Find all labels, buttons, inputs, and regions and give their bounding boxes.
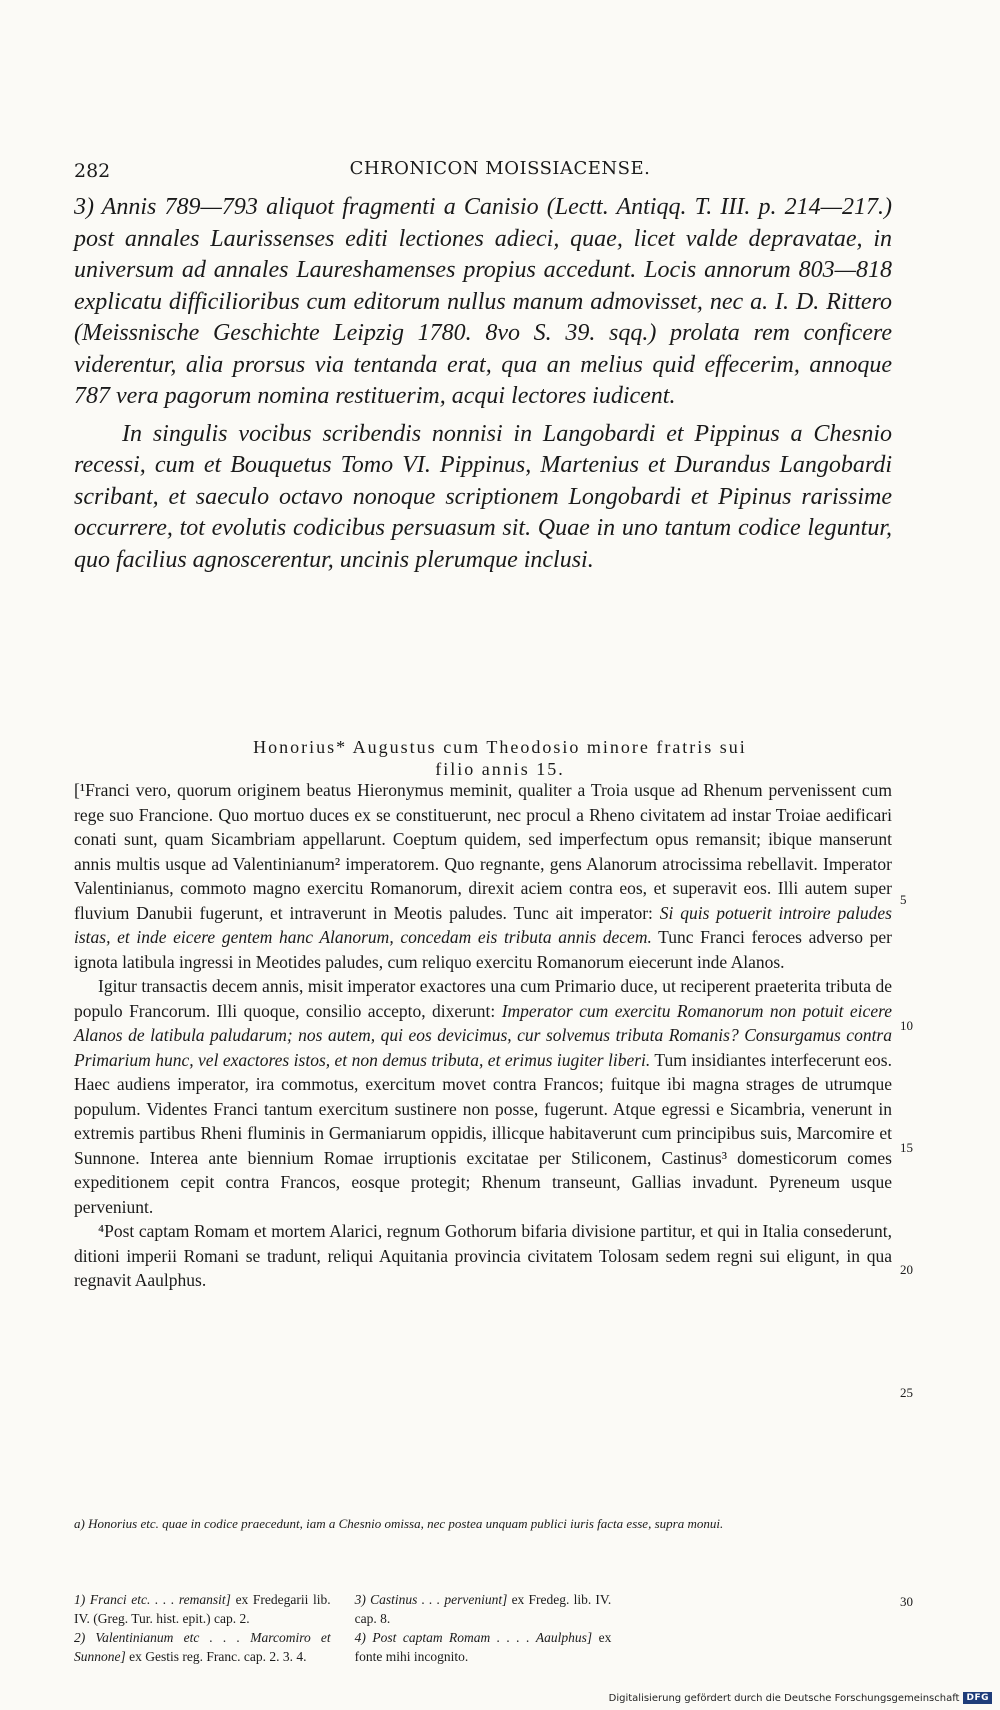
- note-label: 1) Franci etc. . . . remansit]: [74, 1592, 231, 1607]
- source-note: [355, 1590, 612, 1628]
- note-label: 4) Post captam Romam . . . . Aaulphus]: [354, 1630, 593, 1645]
- page-number: 282: [74, 160, 111, 182]
- chronicle-paragraph: [74, 974, 892, 1219]
- preface-paragraph: 3) Annis 789—793 aliquot fragmenti a Canisio (Lectt. Antiqq. T. III. p. 214—217.) post annales Laurissenses editi lectiones adieci, quae, licet valde depravatae, in universum ad annales Laureshamenses propius accedunt. Locis annorum 803—818 explicatu difficilioribus cum editorum nullus manum admovisset, nec a. I. D. Rittero (Meissnische Geschichte Leipzig 1780. 8vo S. 39. sqq.) prolata rem conficere viderentur, alia prorsus via tentanda erat, qua an melius quid effecerim, annoque 787 vera pagorum nomina restituerim, acqui lectores iudicent.: [74, 194, 892, 409]
- note-label: 3) Castinus . . . perveniunt]: [354, 1592, 508, 1607]
- source-note: [355, 1628, 612, 1666]
- dfg-logo-icon: DFG: [963, 1692, 992, 1704]
- source-note: [74, 1590, 331, 1628]
- chronicle-text: [74, 778, 892, 1293]
- line-number: 5: [900, 892, 907, 907]
- line-number: 30: [900, 1594, 913, 1609]
- line-number: 20: [900, 1262, 913, 1277]
- quoted-speech: Si quis potuerit introire paludes istas, et inde eicere gentem hanc Alanorum, concedam eis tributa annis decem.: [74, 902, 892, 947]
- chronicle-paragraph: [74, 778, 892, 974]
- note-label: 2) Valentinianum etc . . . Marcomiro et Sunnone]: [74, 1630, 331, 1664]
- line-number: 10: [900, 1018, 913, 1033]
- running-title: CHRONICON MOISSIACENSE.: [349, 158, 651, 179]
- line-number: 15: [900, 1140, 913, 1155]
- quoted-speech: Imperator cum exercitu Romanorum non potuit eicere Alanos de latibula paludarum; nos autem, qui eos devicimus, cur solvemus tributa Romanis? Consurgamus contra Primarium hunc, vel exactores istos, et non demus tributa, et erimus iugiter liberi.: [74, 1000, 893, 1070]
- source-note: [74, 1628, 331, 1666]
- text-span: Igitur transactis decem annis, misit imperator exactores una cum Primario duce, ut reciperent praeterita tributa de populo Francorum. Illi quoque, consilio accepto, dixerunt:: [74, 976, 892, 1021]
- source-notes: [74, 1590, 892, 1666]
- chronicle-paragraph: ⁴Post captam Romam et mortem Alarici, regnum Gothorum bifaria divisione partitur, et qui in Italia consederunt, ditioni imperii Romani se tradunt, reliqui Aquitania provincia civitatem Tolosam sedem regni sui eligunt, in qua regnavit Aaulphus.: [74, 1221, 892, 1290]
- footnote-a: a) Honorius etc. quae in codice praecedunt, iam a Chesnio omissa, nec postea unquam publici iuris facta esse, supra monui.: [74, 1516, 724, 1531]
- note-text: ex Fredegarii lib. IV. (Greg. Tur. hist. epit.) cap. 2.: [74, 1592, 331, 1626]
- text-span: Tunc Franci feroces adverso per ignota latibula ingressi in Meotides paludes, cum reliquo exercitu Romanorum eiecerunt inde Alanos.: [74, 927, 892, 972]
- digitization-credit: [609, 1692, 992, 1704]
- text-span: Tum insidiantes interfecerunt eos. Haec audiens imperator, ira commotus, exercitum movet contra Francos; fuitque ibi magna strages de utrumque populum. Videntes Franci tantum exercitum sustinere non posse, fugerunt. Atque egressi e Sicambria, venerunt in extremis partibus Rheni fluminis in Germaniarum oppidis, illicque habitaverunt cum principibus suis, Marcomire et Sunnone. Interea ante biennium Romae irruptionis excitatae per Stiliconem, Castinus³ domesticorum comes expeditionem cepit contra Francos, eosque protegit; Rhenum transeunt, Gallias invadunt. Pyreneum usque perveniunt.: [74, 1049, 892, 1217]
- text-span: [¹Franci vero, quorum originem beatus Hieronymus meminit, qualiter a Troia usque ad Rhenum pervenissent cum rege suo Francione. Quo mortuo duces ex se constituerunt, nec procul a Rheno civitatem ad instar Troiae aedificari conati sunt, quam Sicambriam appellarunt. Coeptum quidem, sed imperfectum opus remansit; ibique manserunt annis multis usque ad Valentinianum² imperatorem. Quo regnante, gens Alanorum atrocissima rebellavit. Imperator Valentinianus, commoto magno exercitu Romanorum, direxit aciem contra eos, et superavit eos. Illi autem super fluvium Danubii fugerunt, et intraverunt in Meotis paludes. Tunc ait imperator:: [74, 780, 892, 923]
- note-text: ex Gestis reg. Franc. cap. 2. 3. 4.: [129, 1649, 307, 1664]
- section-heading-line: filio annis 15.: [435, 759, 565, 779]
- preface-paragraph: In singulis vocibus scribendis nonnisi in Langobardi et Pippinus a Chesnio recessi, cum et Bouquetus Tomo VI. Pippinus, Martenius et Durandus Langobardi scribant, et saeculo octavo nonoque scriptionem Longobardi et Pipinus rarissime occurrere, tot evolutis codicibus persuasum sit. Quae in uno tantum codice leguntur, quo facilius agnoscerentur, uncinis plerumque inclusi.: [74, 420, 892, 573]
- note-text: ex Fredeg. lib. IV. cap. 8.: [354, 1592, 612, 1626]
- digitization-text: Digitalisierung gefördert durch die Deutsche Forschungsgemeinschaft: [608, 1692, 960, 1704]
- section-heading: [0, 736, 1000, 780]
- note-text: ex fonte mihi incognito.: [354, 1630, 612, 1664]
- preface: [74, 192, 892, 576]
- section-heading-line: Honorius* Augustus cum Theodosio minore fratris sui: [253, 737, 747, 757]
- line-number: 25: [900, 1385, 913, 1400]
